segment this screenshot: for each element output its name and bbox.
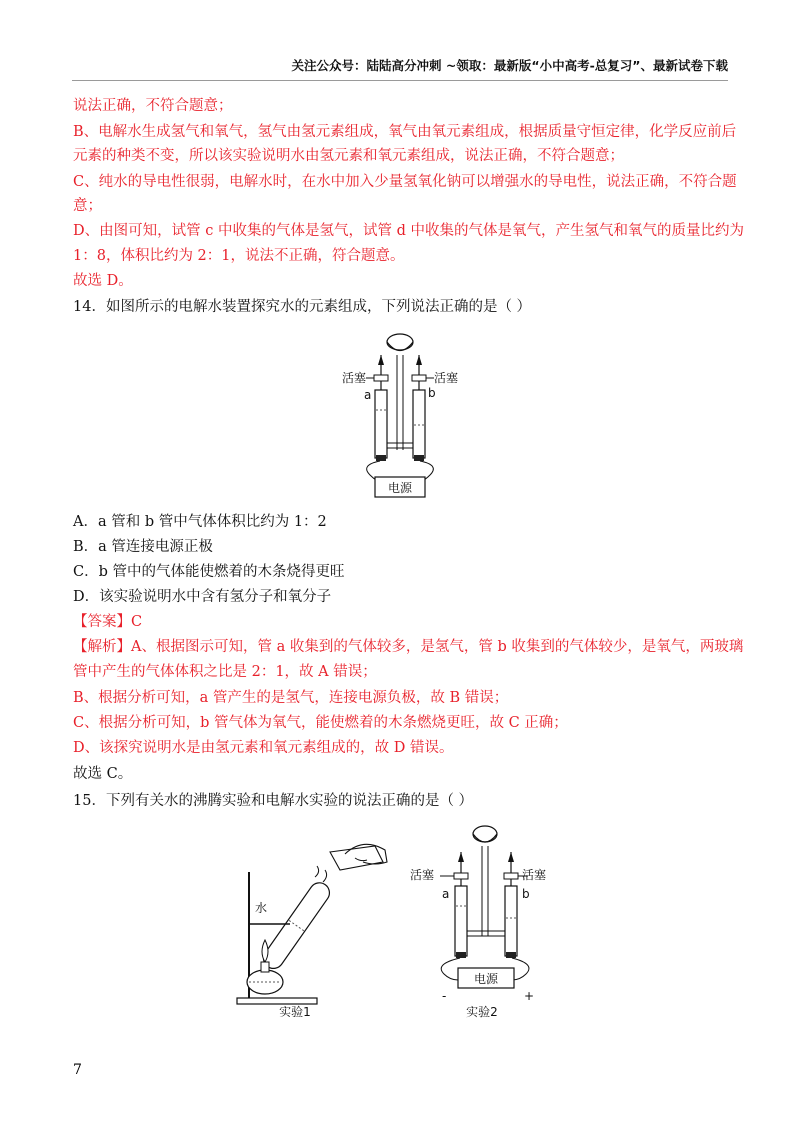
electrolysis-experiment-figure xyxy=(410,818,550,1018)
electrolysis-apparatus-figure xyxy=(330,325,470,500)
option-a: A．a 管和 b 管中气体体积比约为 1：2 xyxy=(73,514,327,530)
answer-line: D、由图可知，试管 c 中收集的气体是氢气，试管 d 中收集的气体是氧气，产生氢气和氧气的质量比约为 xyxy=(73,223,744,239)
power-supply-label: 电源 xyxy=(473,972,499,986)
tube-b-label: b xyxy=(522,887,530,901)
option-d: D．该实验说明水中含有氢分子和氧分子 xyxy=(73,589,332,605)
answer-line: 说法正确，不符合题意； xyxy=(73,98,233,114)
q14-conclusion: 故选 C。 xyxy=(73,766,133,782)
header-divider xyxy=(72,80,728,81)
page-number: 7 xyxy=(73,1062,82,1078)
analysis-line: C、根据分析可知，b 管气体为氧气，能使燃着的木条燃烧更旺，故 C 正确； xyxy=(73,715,568,731)
experiment-2-caption: 实验2 xyxy=(466,1005,498,1018)
answer-line: C、纯水的导电性很弱，电解水时，在水中加入少量氢氧化钠可以增强水的导电性，说法正确，不符合题 xyxy=(73,174,737,190)
positive-terminal-label: + xyxy=(524,989,535,1003)
power-supply-label: 电源 xyxy=(387,481,413,495)
analysis-line: D、该探究说明水是由氢元素和氧元素组成的，故 D 错误。 xyxy=(73,740,454,756)
tube-a-label: a xyxy=(442,887,450,901)
answer-line: 意； xyxy=(73,198,102,214)
answer-conclusion: 故选 D。 xyxy=(73,273,133,289)
valve-right-label: 活塞 xyxy=(522,868,547,882)
analysis-line: B、根据分析可知，a 管产生的是氢气，连接电源负极，故 B 错误； xyxy=(73,690,509,706)
boiling-experiment-figure xyxy=(235,832,390,1017)
answer-line: 1：8，体积比约为 2：1，说法不正确，符合题意。 xyxy=(73,248,405,264)
question-15-stem: 15．下列有关水的沸腾实验和电解水实验的说法正确的是（ ） xyxy=(73,793,474,809)
valve-right-label: 活塞 xyxy=(434,371,459,385)
tube-a-label: a xyxy=(364,388,372,402)
question-14-stem: 14．如图所示的电解水装置探究水的元素组成，下列说法正确的是（ ） xyxy=(73,299,532,315)
page-header: 关注公众号：陆陆高分冲刺 ~领取：最新版“小中高考-总复习”、最新试卷下载 xyxy=(291,58,728,73)
answer-line: B、电解水生成氢气和氧气，氢气由氢元素组成，氧气由氧元素组成，根据质量守恒定律，化学反应前后 xyxy=(73,124,737,140)
tube-b-label: b xyxy=(428,386,436,400)
analysis-line: 【解析】A、根据图示可知，管 a 收集到的气体较多，是氢气，管 b 收集到的气体较少，是氧气，两玻璃 xyxy=(73,639,744,655)
answer-line: 元素的种类不变，所以该实验说明水由氢元素和氧元素组成，说法正确，不符合题意； xyxy=(73,148,624,164)
option-c: C．b 管中的气体能使燃着的木条烧得更旺 xyxy=(73,564,345,580)
negative-terminal-label: - xyxy=(442,989,447,1003)
analysis-line: 管中产生的气体体积之比是 2：1，故 A 错误； xyxy=(73,664,377,680)
answer-label: 【答案】C xyxy=(73,614,143,630)
water-label: 水 xyxy=(255,901,268,915)
valve-left-label: 活塞 xyxy=(342,371,367,385)
valve-left-label: 活塞 xyxy=(410,868,435,882)
option-b: B．a 管连接电源正极 xyxy=(73,539,213,555)
experiment-1-caption: 实验1 xyxy=(279,1005,311,1017)
